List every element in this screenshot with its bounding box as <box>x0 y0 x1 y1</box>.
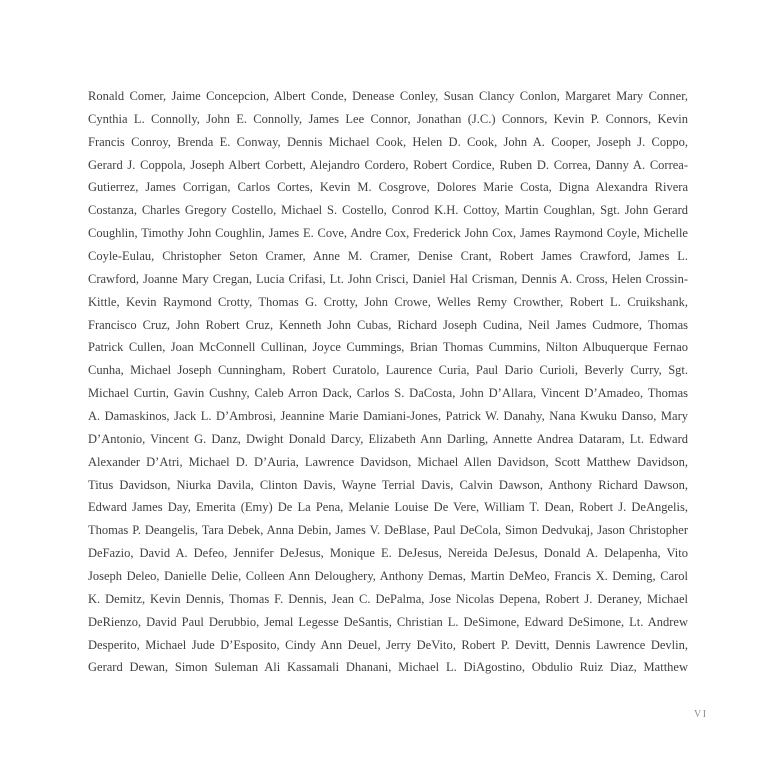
text-line: Francisco Cruz, John Robert Cruz, Kenneth John Cubas, Richard Joseph Cudina, Neil James Cudmore, Thomas <box>88 317 688 332</box>
text-line: Costanza, Charles Gregory Costello, Michael S. Costello, Conrod K.H. Cottoy, Martin Coughlan, Sgt. John Gerard <box>88 203 688 218</box>
text-line: DeFazio, David A. Defeo, Jennifer DeJesus, Monique E. DeJesus, Nereida DeJesus, Donald A. Delapenha, Vito <box>88 546 688 561</box>
text-line: Gutierrez, James Corrigan, Carlos Cortes, Kevin M. Cosgrove, Dolores Marie Costa, Digna Alexandra Rivera <box>88 180 688 195</box>
text-line: Crawford, Joanne Mary Cregan, Lucia Crifasi, Lt. John Crisci, Daniel Hal Crisman, Dennis A. Cross, Helen Crossin- <box>88 271 688 286</box>
text-line: Desperito, Michael Jude D’Esposito, Cindy Ann Deuel, Jerry DeVito, Robert P. Devitt, Dennis Lawrence Devlin, <box>88 637 688 652</box>
text-line: Patrick Cullen, Joan McConnell Cullinan, Joyce Cummings, Brian Thomas Cummins, Nilton Albuquerque Fernao <box>88 340 688 355</box>
text-line: Edward James Day, Emerita (Emy) De La Pena, Melanie Louise De Vere, William T. Dean, Robert J. DeAngelis, <box>88 500 688 515</box>
text-line: Ronald Comer, Jaime Concepcion, Albert Conde, Denease Conley, Susan Clancy Conlon, Margaret Mary Conner, <box>88 89 688 103</box>
text-line: Joseph Deleo, Danielle Delie, Colleen Ann Deloughery, Anthony Demas, Martin DeMeo, Francis X. Deming, Carol <box>88 569 688 584</box>
text-line: D’Antonio, Vincent G. Danz, Dwight Donald Darcy, Elizabeth Ann Darling, Annette Andrea Dataram, Lt. Edward <box>88 431 688 446</box>
text-line: K. Demitz, Kevin Dennis, Thomas F. Dennis, Jean C. DePalma, Jose Nicolas Depena, Robert J. Deraney, Michael <box>88 591 688 606</box>
text-line: DeRienzo, David Paul Derubbio, Jemal Legesse DeSantis, Christian L. DeSimone, Edward DeSimone, Lt. Andrew <box>88 614 688 629</box>
text-line: A. Damaskinos, Jack L. D’Ambrosi, Jeannine Marie Damiani-Jones, Patrick W. Danahy, Nana Kwuku Danso, Mary <box>88 409 688 424</box>
page-number: VI <box>694 709 708 720</box>
text-line: Titus Davidson, Niurka Davila, Clinton Davis, Wayne Terrial Davis, Calvin Dawson, Anthony Richard Dawson, <box>88 477 688 492</box>
text-line: Coyle-Eulau, Christopher Seton Cramer, Anne M. Cramer, Denise Crant, Robert James Crawford, James L. <box>88 249 688 264</box>
text-line: Kittle, Kevin Raymond Crotty, Thomas G. Crotty, John Crowe, Welles Remy Crowther, Robert L. Cruikshank, <box>88 294 688 309</box>
text-line: Alexander D’Atri, Michael D. D’Auria, Lawrence Davidson, Michael Allen Davidson, Scott Matthew Davidson, <box>88 454 688 469</box>
text-line: Cynthia L. Connolly, John E. Connolly, James Lee Connor, Jonathan (J.C.) Connors, Kevin P. Connors, Kevin <box>88 111 688 126</box>
text-line: Francis Conroy, Brenda E. Conway, Dennis Michael Cook, Helen D. Cook, John A. Cooper, Joseph J. Coppo, <box>88 134 688 149</box>
text-line: Michael Curtin, Gavin Cushny, Caleb Arron Dack, Carlos S. DaCosta, John D’Allara, Vincent D’Amadeo, Thomas <box>88 386 688 401</box>
text-line: Coughlin, Timothy John Coughlin, James E. Cove, Andre Cox, Frederick John Cox, James Raymond Coyle, Michelle <box>88 226 688 241</box>
text-line: Gerard J. Coppola, Joseph Albert Corbett, Alejandro Cordero, Robert Cordice, Ruben D. Correa, Danny A. Correa- <box>88 157 688 172</box>
text-line: Cunha, Michael Joseph Cunningham, Robert Curatolo, Laurence Curia, Paul Dario Curioli, Beverly Curry, Sgt. <box>88 363 688 378</box>
text-line: Gerard Dewan, Simon Suleman Ali Kassamali Dhanani, Michael L. DiAgostino, Obdulio Ruiz Diaz, Matthew <box>88 660 688 675</box>
text-line: Thomas P. Deangelis, Tara Debek, Anna Debin, James V. DeBlase, Paul DeCola, Simon Dedvukaj, Jason Christopher <box>88 523 688 538</box>
names-text-block <box>88 85 688 679</box>
